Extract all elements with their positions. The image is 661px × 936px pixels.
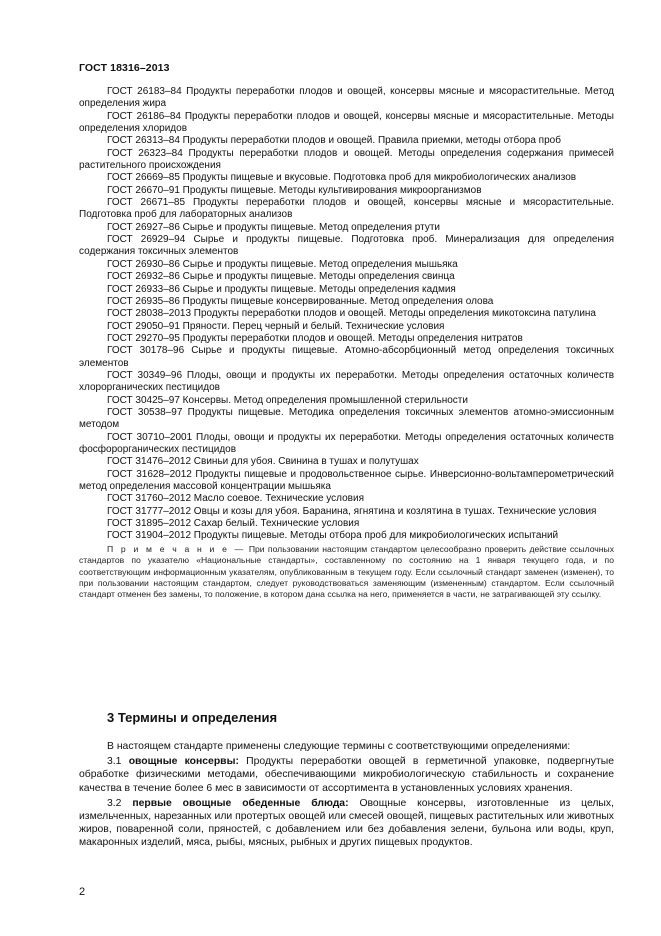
reference-item: ГОСТ 26929–94 Сырье и продукты пищевые. Подготовка проб. Минерализация для определения содержания токсичных элементов	[79, 234, 614, 258]
reference-item: ГОСТ 26670–91 Продукты пищевые. Методы культивирования микроорганизмов	[107, 184, 482, 196]
reference-item: ГОСТ 30349–96 Плоды, овощи и продукты их переработки. Методы определения остаточных количеств хлорорганических пестицидов	[79, 369, 614, 394]
reference-item: ГОСТ 31476–2012 Свиньи для убоя. Свинина в тушах и полутушах	[107, 456, 419, 468]
reference-item: ГОСТ 30425–97 Консервы. Метод определения промышленной стерильности	[107, 394, 468, 406]
reference-item: ГОСТ 26323–84 Продукты переработки плодов и овощей. Методы определения содержания примесей растительного происхождения	[79, 147, 614, 172]
terms-section	[79, 740, 614, 852]
reference-item: ГОСТ 28038–2013 Продукты переработки плодов и овощей. Методы определения микотоксина патулина	[107, 308, 596, 320]
section-intro: В настоящем стандарте применены следующие термины с соответствующими определениями:	[107, 741, 571, 752]
reference-item: ГОСТ 26313–84 Продукты переработки плодов и овощей. Правила приемки, методы отбора проб	[107, 135, 561, 147]
term-definition	[79, 755, 614, 795]
term-text: Продукты переработки овощей в герметичной упаковке, подвергнутые обработке физическими методами, обеспечивающими микробиологическую стабильность и сохранение качества в течение более 6 мес в зависимости от ассортимента в установленных условиях хранения.	[79, 756, 614, 794]
reference-item: ГОСТ 26183–84 Продукты переработки плодов и овощей, консервы мясные и мясорастительные. Метод определения жира	[79, 86, 614, 110]
document-header: ГОСТ 18316–2013	[79, 62, 170, 74]
reference-note	[79, 544, 614, 601]
reference-item: ГОСТ 29050–91 Пряности. Перец черный и белый. Технические условия	[107, 320, 445, 332]
page-number: 2	[79, 886, 86, 898]
reference-item: ГОСТ 26930–86 Сырье и продукты пищевые. Метод определения мышьяка	[107, 258, 458, 270]
reference-item: ГОСТ 30538–97 Продукты пищевые. Методика определения токсичных элементов атомно-эмиссионным методом	[79, 406, 614, 431]
section-title: 3 Термины и определения	[107, 710, 278, 725]
note-label: П р и м е ч а н и е —	[107, 543, 246, 554]
term-name: овощные консервы:	[128, 756, 239, 768]
reference-item: ГОСТ 31895–2012 Сахар белый. Технические условия	[107, 518, 360, 530]
reference-item: ГОСТ 30178–96 Сырье и продукты пищевые. Атомно-абсорбционный метод определения токсичных элементов	[79, 345, 614, 369]
term-name: первые овощные обеденные блюда:	[132, 797, 349, 809]
reference-item: ГОСТ 26933–86 Сырье и продукты пищевые. Методы определения кадмия	[107, 283, 456, 295]
reference-item: ГОСТ 26935–86 Продукты пищевые консервированные. Метод определения олова	[107, 295, 494, 307]
term-number: 3.1	[107, 756, 122, 768]
reference-item: ГОСТ 26671–85 Продукты переработки плодов и овощей, консервы мясные и мясорастительные. Подготовка проб для лабораторных анализов	[79, 197, 614, 221]
reference-item: ГОСТ 31628–2012 Продукты пищевые и продовольственное сырье. Инверсионно-вольтамперометрический метод определения массовой концентрации мышьяка	[79, 468, 614, 492]
term-text: Овощные консервы, изготовленные из целых, измельченных, нарезанных или протертых овощей или смесей овощей, пищевых растительных или животных жиров, поваренной соли, пряностей, с добавлением или без добавления зелени, бульона или воды, круп, макаронных изделий, мяса, рыбы, мясных, рыбных и других пищевых продуктов.	[79, 797, 614, 849]
reference-item: ГОСТ 31904–2012 Продукты пищевые. Методы отбора проб для микробиологических испытаний	[107, 530, 559, 542]
reference-item: ГОСТ 31760–2012 Масло соевое. Технические условия	[107, 493, 364, 505]
reference-item: ГОСТ 29270–95 Продукты переработки плодов и овощей. Методы определения нитратов	[107, 332, 523, 344]
normative-references-list	[79, 86, 614, 609]
reference-item: ГОСТ 31777–2012 Овцы и козы для убоя. Баранина, ягнятина и козлятина в тушах. Технические условия	[107, 505, 597, 517]
reference-item: ГОСТ 26932–86 Сырье и продукты пищевые. Методы определения свинца	[107, 271, 455, 283]
note-text: При пользовании настоящим стандартом целесообразно проверить действие ссылочных стандартов по указателю «Национальные стандарты», составленному по состоянию на 1 января текущего года, и по соответствующим информационным указателям, опубликованным в текущем году. Если ссылочный стандарт заменен (изменен), то при пользовании настоящим стандартом, следует руководствоваться заменяющим (измененным) стандартом. Если ссылочный стандарт отменен без замены, то положение, в котором дана ссылка на него, применяется в части, не затрагивающей эту ссылку.	[79, 543, 615, 600]
term-definition	[79, 797, 614, 850]
term-number: 3.2	[107, 797, 122, 809]
reference-item: ГОСТ 30710–2001 Плоды, овощи и продукты их переработки. Методы определения остаточных количеств фосфорорганических пестицидов	[79, 431, 614, 455]
reference-item: ГОСТ 26927–86 Сырье и продукты пищевые. Метод определения ртути	[107, 221, 440, 233]
reference-item: ГОСТ 26186–84 Продукты переработки плодов и овощей, консервы мясные и мясорастительные. Методы определения хлоридов	[79, 110, 614, 135]
reference-item: ГОСТ 26669–85 Продукты пищевые и вкусовые. Подготовка проб для микробиологических анализов	[107, 172, 577, 184]
